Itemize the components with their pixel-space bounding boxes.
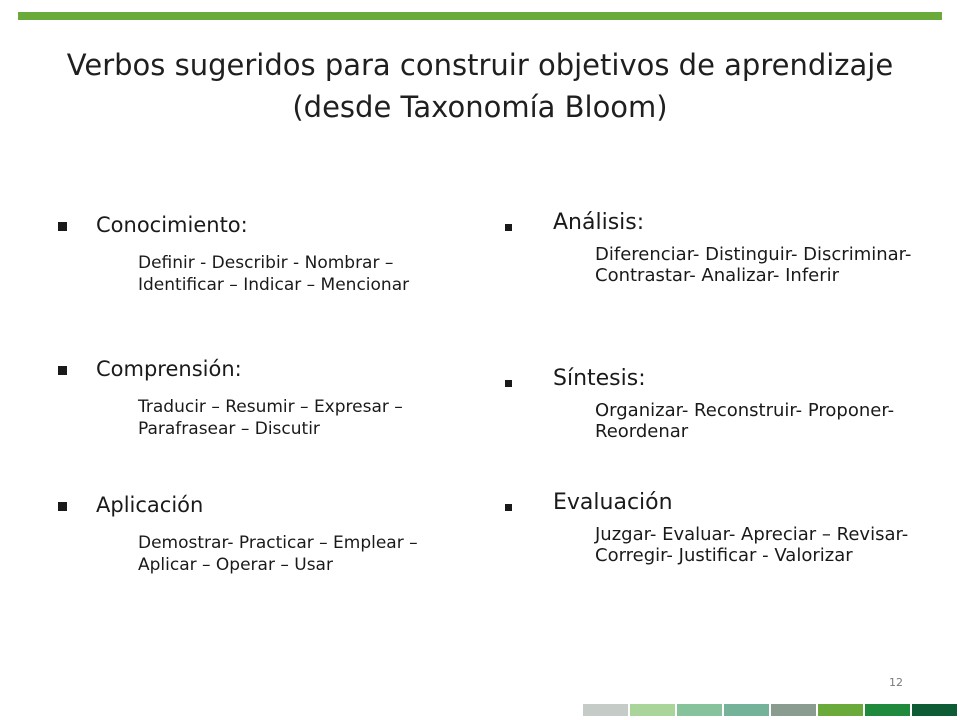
item-heading: Aplicación bbox=[96, 493, 204, 517]
bottom-bar-segment bbox=[912, 704, 957, 716]
bottom-color-bar bbox=[583, 704, 957, 716]
square-bullet-icon bbox=[58, 222, 67, 231]
list-item bbox=[58, 210, 438, 296]
list-item bbox=[505, 488, 925, 566]
item-heading: Síntesis: bbox=[553, 366, 646, 391]
item-description: Diferenciar- Distinguir- Discriminar- Contrastar- Analizar- Inferir bbox=[595, 244, 912, 286]
item-description: Demostrar- Practicar – Emplear – Aplicar – Operar – Usar bbox=[138, 533, 418, 575]
item-description: Traducir – Resumir – Expresar – Parafrasear – Discutir bbox=[138, 397, 403, 439]
square-bullet-icon bbox=[505, 224, 512, 231]
list-item bbox=[505, 208, 925, 286]
top-accent-bar bbox=[18, 12, 942, 20]
square-bullet-icon bbox=[58, 366, 67, 375]
left-column bbox=[58, 210, 438, 575]
bottom-bar-segment bbox=[865, 704, 910, 716]
item-description: Organizar- Reconstruir- Proponer- Reordenar bbox=[595, 400, 895, 442]
item-description: Definir - Describir - Nombrar – Identificar – Indicar – Mencionar bbox=[138, 253, 410, 295]
square-bullet-icon bbox=[505, 504, 512, 511]
list-item bbox=[58, 354, 438, 440]
item-description: Juzgar- Evaluar- Apreciar – Revisar- Corregir- Justificar - Valorizar bbox=[595, 524, 909, 566]
bottom-bar-segment bbox=[724, 704, 769, 716]
bottom-bar-segment bbox=[818, 704, 863, 716]
list-item bbox=[505, 364, 925, 442]
right-column bbox=[505, 208, 925, 566]
page-number: 12 bbox=[889, 676, 903, 689]
list-item bbox=[58, 490, 438, 576]
square-bullet-icon bbox=[58, 502, 67, 511]
item-heading: Análisis: bbox=[553, 210, 645, 235]
slide-title: Verbos sugeridos para construir objetivos de aprendizaje (desde Taxonomía Bloom) bbox=[66, 48, 894, 124]
item-heading: Comprensión: bbox=[96, 357, 242, 381]
bottom-bar-segment bbox=[583, 704, 628, 716]
item-heading: Conocimiento: bbox=[96, 213, 248, 237]
bottom-bar-segment bbox=[677, 704, 722, 716]
bottom-bar-segment bbox=[771, 704, 816, 716]
square-bullet-icon bbox=[505, 380, 512, 387]
bottom-bar-segment bbox=[630, 704, 675, 716]
item-heading: Evaluación bbox=[553, 490, 673, 515]
